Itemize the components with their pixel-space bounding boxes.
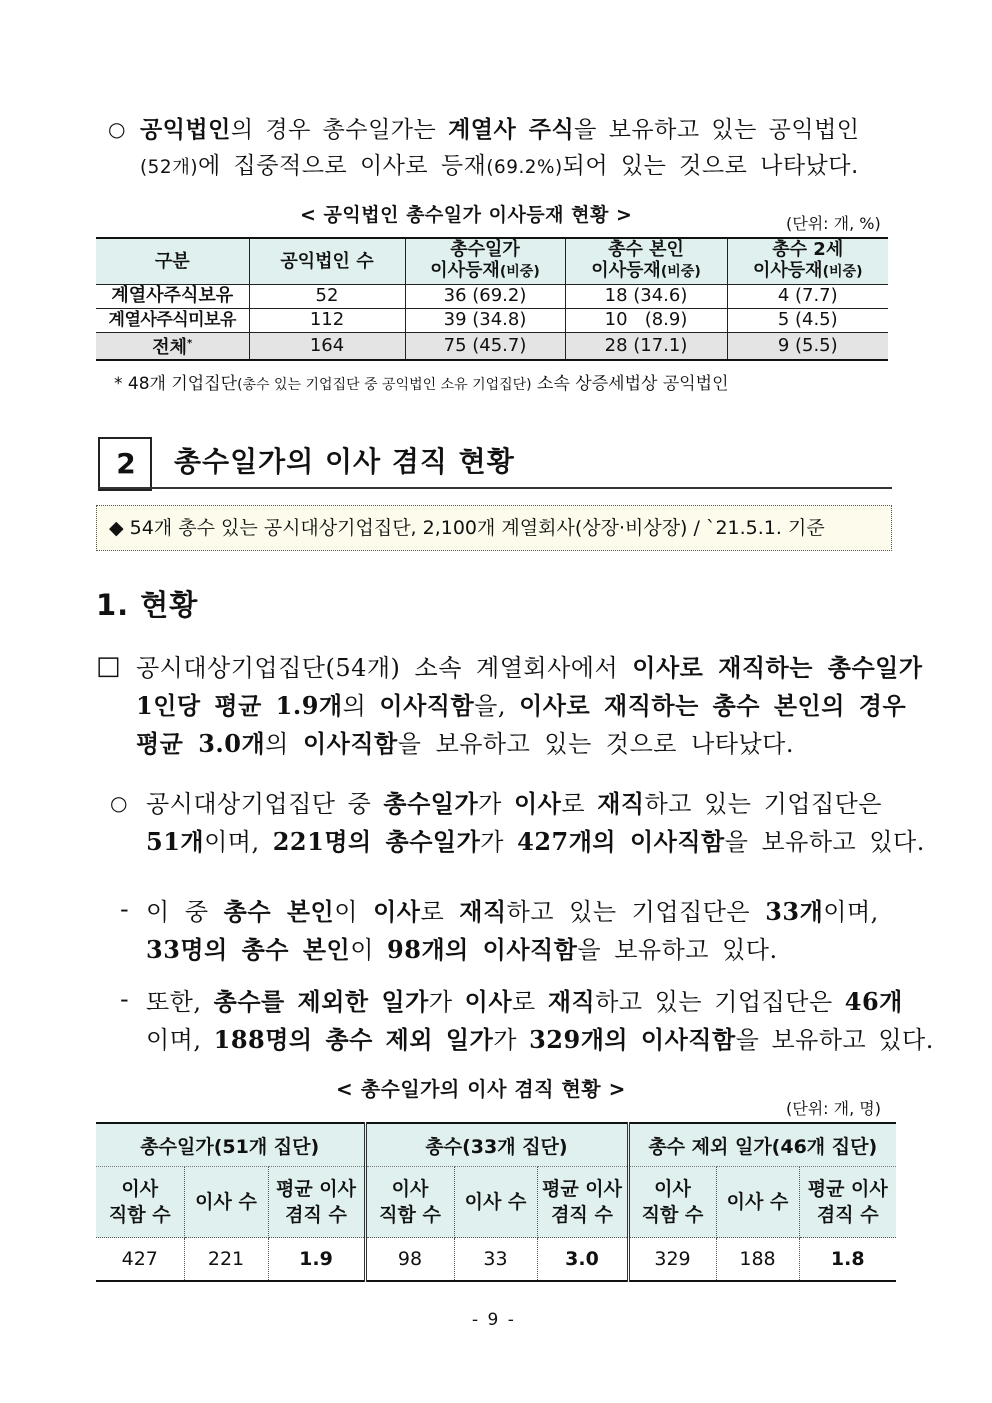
paragraph-5 [146, 983, 934, 1059]
section-number: 2 [98, 437, 152, 491]
row-label: 계열사주식미보유 [96, 308, 249, 332]
text-run: 로 [561, 790, 598, 818]
table1-footnote: * 48개 기업집단(총수 있는 기업집단 중 공익법인 소유 기업집단) 소속 상증세법상 공익법인 [114, 374, 729, 394]
table1-header-family [405, 238, 565, 284]
sub-header-directors: 이사 수 [716, 1167, 799, 1238]
text-run: 하고 있는 기업집단은 [595, 988, 845, 1016]
paragraph-3 [146, 785, 925, 861]
sub-header-directors: 이사 수 [454, 1167, 537, 1238]
text-run: 1인당 평균 1.9개 [136, 691, 343, 720]
text-run: 이사 [373, 897, 421, 926]
text-run: 46개 [844, 987, 903, 1016]
text-run: 이사로 재직하는 총수일가 [632, 653, 923, 682]
paragraph-2-line-3 [136, 725, 898, 763]
table1-header-category: 구분 [96, 238, 249, 284]
cell-directors: 188 [716, 1238, 799, 1282]
text-run: 을 보유하고 있다. [735, 1026, 934, 1054]
text-run: 에 집중적으로 이사로 등재 [198, 153, 487, 179]
sub-header-titles: 이사 직함 수 [365, 1167, 454, 1238]
text-run: 계열사 주식 [448, 117, 575, 143]
row-label: 전체* [96, 332, 249, 360]
group-header-family: 총수일가(51개 집단) [96, 1123, 365, 1167]
paragraph-4 [146, 893, 898, 969]
text-run: 총수일가 [383, 789, 479, 818]
text-run: 을 보유하고 있다. [724, 828, 925, 856]
table1-header-second [727, 238, 888, 284]
bullet-circle: ○ [110, 791, 128, 815]
text-run: 하고 있는 기업집단은 [506, 898, 766, 926]
table1-title: < 공익법인 총수일가 이사등재 현황 > [300, 204, 633, 226]
text-run: (52개) [140, 157, 199, 178]
text-run: 공시대상기업집단 중 [146, 790, 384, 818]
paragraph-2 [136, 649, 923, 763]
cell-family: 39 (34.8) [405, 308, 565, 332]
text-run: 재직 [547, 987, 596, 1016]
text-run: 이며, [204, 828, 273, 856]
cell-average: 1.8 [799, 1238, 896, 1282]
text-run: 329개의 이사직함 [529, 1025, 736, 1054]
text-run: 재직 [597, 789, 645, 818]
sub-header-average: 평균 이사 겸직 수 [268, 1167, 365, 1238]
text-run: 이사로 재직하는 총수 본인의 경우 [519, 691, 907, 720]
cell-self: 28 (17.1) [565, 332, 727, 360]
table2-title: < 총수일가의 이사 겸직 현황 > [336, 1077, 626, 1101]
group-header-self: 총수(33개 집단) [365, 1123, 628, 1167]
bullet-dash: - [120, 985, 129, 1013]
text-run: 을 보유하고 있는 것으로 나타났다. [397, 730, 794, 758]
text-run: 을, [474, 692, 520, 720]
table1-header-self-l1: 총수 본인 [608, 239, 684, 261]
table1-header-family-l2: 이사등재(비중) [430, 260, 540, 282]
subheading: 1. 현황 [96, 588, 199, 622]
cell-titles: 98 [365, 1238, 454, 1282]
table-row [96, 308, 888, 332]
table1-header-second-l2: 이사등재(비중) [753, 260, 863, 282]
table1 [96, 237, 888, 361]
text-run: (69.2%) [486, 157, 563, 178]
text-run: 가 [493, 1026, 530, 1054]
text-run: 평균 3.0개 [136, 729, 266, 758]
text-run: 이사직함 [379, 691, 475, 720]
cell-titles: 329 [628, 1238, 716, 1282]
scope-note-box: ◆ 54개 총수 있는 공시대상기업집단, 2,100개 계열회사(상장·비상장) / `21.5.1. 기준 [96, 505, 892, 551]
text-run: 33명의 총수 본인 [146, 935, 351, 964]
group-header-excl-self: 총수 제외 일가(46개 집단) [628, 1123, 896, 1167]
text-run: 공익법인 [140, 117, 231, 143]
cell-average: 3.0 [537, 1238, 628, 1282]
paragraph-1 [140, 112, 898, 186]
text-run: 33개 [765, 897, 824, 926]
cell-count: 164 [249, 332, 405, 360]
cell-second: 4 (7.7) [727, 284, 888, 308]
text-run: 로 [420, 898, 460, 926]
text-run: 가 [478, 790, 514, 818]
paragraph-3-line-1 [146, 785, 898, 823]
table1-header-self-l2: 이사등재(비중) [591, 260, 701, 282]
bullet-square: □ [96, 651, 121, 681]
text-run: 재직 [459, 897, 507, 926]
text-run: 하고 있는 기업집단은 [644, 790, 882, 818]
text-run: 가 [480, 828, 518, 856]
cell-self: 18 (34.6) [565, 284, 727, 308]
text-run: 총수를 제외한 일가 [213, 987, 429, 1016]
text-run: 의 [265, 730, 303, 758]
page-number: - 9 - [472, 1310, 516, 1330]
text-run: 188명의 총수 제외 일가 [213, 1025, 494, 1054]
paragraph-1-line-2 [140, 148, 898, 186]
text-run: 이 중 [146, 898, 224, 926]
text-run: 의 경우 총수일가는 [230, 117, 449, 143]
sub-header-directors: 이사 수 [184, 1167, 268, 1238]
text-run: 총수 본인 [223, 897, 335, 926]
cell-count: 112 [249, 308, 405, 332]
text-run: 의 [342, 692, 380, 720]
bullet-circle: ○ [108, 117, 126, 141]
paragraph-5-line-2 [146, 1021, 934, 1059]
row-label: 계열사주식보유 [96, 284, 249, 308]
bullet-dash: - [120, 895, 129, 923]
cell-self: 10 (8.9) [565, 308, 727, 332]
text-run: 이사 [464, 987, 513, 1016]
paragraph-3-line-2 [146, 823, 925, 861]
cell-second: 9 (5.5) [727, 332, 888, 360]
table1-unit: (단위: 개, %) [786, 214, 881, 233]
text-run: 이며, [823, 898, 879, 926]
text-run: 이 [350, 936, 388, 964]
text-run: 427개의 이사직함 [517, 827, 725, 856]
text-run: 221명의 총수일가 [272, 827, 481, 856]
text-run: 또한, [146, 988, 214, 1016]
table2 [96, 1122, 896, 1282]
text-run: 이사 [514, 789, 562, 818]
text-run: 을 보유하고 있다. [577, 936, 778, 964]
table2-unit: (단위: 개, 명) [786, 1099, 881, 1118]
paragraph-2-line-2 [136, 687, 907, 725]
sub-header-average: 평균 이사 겸직 수 [799, 1167, 896, 1238]
cell-family: 36 (69.2) [405, 284, 565, 308]
text-run: 51개 [146, 827, 205, 856]
text-run: 가 [428, 988, 465, 1016]
text-run: 공시대상기업집단(54개) 소속 계열회사에서 [136, 654, 633, 682]
text-run: 98개의 이사직함 [387, 935, 578, 964]
text-run: 을 보유하고 있는 공익법인 [574, 117, 860, 143]
text-run: 이사직함 [303, 729, 398, 758]
table-row [96, 284, 888, 308]
table-row [96, 1238, 896, 1282]
paragraph-5-line-1 [146, 983, 903, 1021]
paragraph-4-line-1 [146, 893, 898, 931]
table1-header-count: 공익법인 수 [249, 238, 405, 284]
text-run: 되어 있는 것으로 나타났다. [562, 153, 859, 179]
section-rule [98, 487, 892, 489]
table1-header-family-l1: 총수일가 [450, 239, 520, 261]
section-title: 총수일가의 이사 겸직 현황 [150, 437, 890, 487]
table1-header-self [565, 238, 727, 284]
text-run: 이 [334, 898, 374, 926]
sub-header-average: 평균 이사 겸직 수 [537, 1167, 628, 1238]
paragraph-2-line-1 [136, 649, 923, 687]
text-run: 이며, [146, 1026, 214, 1054]
paragraph-4-line-2 [146, 931, 898, 969]
sub-header-titles: 이사 직함 수 [628, 1167, 716, 1238]
paragraph-1-line-1 [140, 112, 898, 148]
cell-family: 75 (45.7) [405, 332, 565, 360]
cell-titles: 427 [96, 1238, 184, 1282]
cell-count: 52 [249, 284, 405, 308]
table1-header-second-l1: 총수 2세 [772, 239, 844, 261]
text-run: 로 [512, 988, 548, 1016]
cell-second: 5 (4.5) [727, 308, 888, 332]
cell-average: 1.9 [268, 1238, 365, 1282]
table-row-total [96, 332, 888, 360]
cell-directors: 33 [454, 1238, 537, 1282]
cell-directors: 221 [184, 1238, 268, 1282]
sub-header-titles: 이사 직함 수 [96, 1167, 184, 1238]
